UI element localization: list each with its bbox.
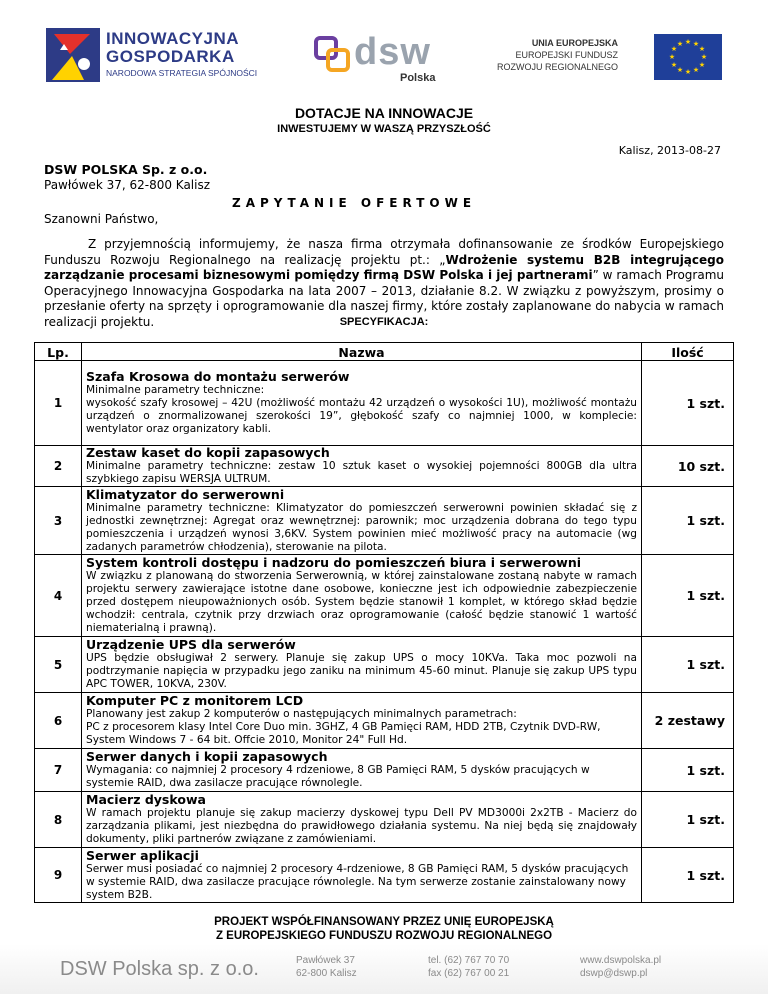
- row-qty: 1 szt.: [642, 749, 734, 792]
- table-header-row: [35, 343, 734, 361]
- row-desc: W ramach projektu planuje się zakup macierzy dyskowej typu Dell PV MD3000i 2x2TB - Macierz do zarządzania plikami, jest niezbędna do prawidłowego działania systemu. Na niej będą się znajdowały dokumenty, pliki partnerów związane z zamówieniami.: [86, 807, 637, 845]
- company-address: Pawłówek 37, 62-800 Kalisz: [44, 178, 211, 192]
- row-qty: 1 szt.: [642, 555, 734, 637]
- row-content: [82, 792, 642, 848]
- header-name: Nazwa: [82, 343, 642, 361]
- footer-fax: fax (62) 767 00 21: [428, 968, 510, 979]
- footer-tel: tel. (62) 767 70 70: [428, 955, 510, 966]
- row-desc: Minimalne parametry techniczne: zestaw 10 sztuk kaset o wysokiej pojemności 800GB dla ultra szybkiego zapisu WERSJA ULTRUM.: [86, 460, 637, 485]
- svg-text:★: ★: [684, 38, 692, 46]
- spec-title: SPECYFIKACJA:: [339, 316, 429, 328]
- row-desc: Minimalne parametry techniczne: wysokość szafy krosowej – 42U (możliwość montażu 42 urządzeń o wysokości 1U), możliwość montażu urządzeń o znormalizowanej szerokości 19”, głębokość szafy co najmniej 1000, w komplecie: wentylator oraz organizatory kabli.: [86, 384, 637, 435]
- row-lp: 1: [35, 361, 82, 446]
- row-lp: 8: [35, 792, 82, 848]
- svg-text:★: ★: [698, 45, 706, 53]
- svg-text:★: ★: [670, 45, 678, 53]
- inquiry-heading: ZAPYTANIE OFERTOWE: [232, 196, 477, 210]
- ue-line2: EUROPEJSKI FUNDUSZ: [515, 50, 618, 60]
- row-qty: 1 szt.: [642, 848, 734, 903]
- dsw-emblem-icon: [312, 34, 352, 74]
- row-name: Serwer aplikacji: [86, 847, 199, 863]
- row-lp: 5: [35, 637, 82, 693]
- footer-www[interactable]: www.dswpolska.pl: [580, 955, 662, 966]
- row-content: [82, 848, 642, 903]
- cofinancing-line2: Z EUROPEJSKIEGO FUNDUSZU ROZWOJU REGIONALNEGO: [215, 930, 553, 942]
- row-desc: UPS będzie obsługiwał 2 serwery. Planuje się zakup UPS o mocy 10KVa. Taka moc pozwoli na podtrzymanie napięcia w przypadku jego zaniku na minimum 45-60 minut. Planuje się zakup UPS typu APC TOWER, 10KVA, 230V.: [86, 652, 637, 690]
- row-qty: 1 szt.: [642, 361, 734, 446]
- table-row: [35, 361, 734, 446]
- company-name: DSW POLSKA Sp. z o.o.: [44, 162, 208, 177]
- table-row: [35, 749, 734, 792]
- dsw-polska-logo: [312, 30, 442, 90]
- table-row: [35, 848, 734, 903]
- row-name: Komputer PC z monitorem LCD: [86, 693, 304, 708]
- project-title: Wdrożenie systemu B2B integrującego zarządzanie procesami biznesowymi pomiędzy firmą DSW Polska i jej partnerami: [44, 252, 724, 282]
- row-content: [82, 446, 642, 487]
- greeting: Szanowni Państwo,: [44, 212, 159, 226]
- table-row: [35, 487, 734, 555]
- row-qty: 1 szt.: [642, 487, 734, 555]
- table-row: [35, 637, 734, 693]
- row-content: [82, 487, 642, 555]
- ig-logo-sub: NARODOWA STRATEGIA SPÓJNOŚCI: [106, 68, 258, 78]
- row-content: [82, 637, 642, 693]
- row-desc: Planowany jest zakup 2 komputerów o następujących minimalnych parametrach: PC z procesorem klasy Intel Core Duo min. 3GHZ, 4 GB Pamięci RAM, HDD 2TB, Czytnik DVD-RW, System Windows 7 - 64 bit. Offcie 2010, Monitor 24" Full Hd.: [86, 708, 601, 746]
- row-name: System kontroli dostępu i nadzoru do pomieszczeń biura i serwerowni: [86, 555, 582, 570]
- row-content: [82, 361, 642, 446]
- svg-text:★: ★: [684, 68, 692, 76]
- svg-text:★: ★: [676, 40, 684, 48]
- eu-flag-icon: [654, 34, 722, 80]
- svg-text:★: ★: [692, 66, 700, 74]
- intro-text-a: Z przyjemnością informujemy, że nasza firma otrzymała dofinansowanie ze środków Europejskiego Funduszu Rozwoju Regionalnego na realizację projektu pt.: „: [44, 237, 724, 267]
- row-lp: 7: [35, 749, 82, 792]
- ig-emblem-icon: [44, 24, 102, 84]
- row-qty: 10 szt.: [642, 446, 734, 487]
- specification-table: [34, 342, 734, 903]
- row-desc: Minimalne parametry techniczne: Klimatyzator do pomieszczeń serwerowni powinien składać się z jednostki zewnętrznej: Agregat oraz wewnętrznej: parownik; moc urządzenia dobrana do tego typu pomieszczenia i urządzeń wynosi 3,6KV. System powinien mieć możliwość pracy na automacie (wg zadanych parametrów chłodzenia), sterowanie na pilota.: [86, 501, 637, 553]
- svg-text:★: ★: [676, 66, 684, 74]
- row-content: [82, 749, 642, 792]
- intro-text-b: ” w ramach Programu Operacyjnego Innowacyjna Gospodarka na lata 2007 – 2013, działanie 8.2. W związku z powyższym, prosimy o przesłanie oferty na sprzęty i oprogramowanie dla naszej firmy, które zostały zaplanowane do nabycia w ramach realizacji projektu.: [44, 268, 724, 329]
- dsw-logo-word: dsw: [354, 31, 431, 73]
- ue-line1: UNIA EUROPEJSKA: [531, 38, 618, 48]
- row-lp: 6: [35, 693, 82, 749]
- svg-text:★: ★: [670, 61, 678, 69]
- row-name: Zestaw kaset do kopii zapasowych: [86, 445, 330, 460]
- row-content: [82, 693, 642, 749]
- table-row: [35, 693, 734, 749]
- document-date: Kalisz, 2013-08-27: [618, 144, 721, 157]
- row-qty: 1 szt.: [642, 792, 734, 848]
- row-name: Szafa Krosowa do montażu serwerów: [86, 369, 350, 384]
- dsw-logo-sub: Polska: [400, 72, 436, 84]
- eu-logo: [496, 34, 722, 90]
- innowacyjna-gospodarka-logo: [44, 24, 258, 88]
- svg-text:★: ★: [698, 61, 706, 69]
- cofinancing-notice: [0, 915, 768, 943]
- ig-logo-line2: GOSPODARKA: [106, 47, 235, 66]
- row-lp: 3: [35, 487, 82, 555]
- svg-text:★: ★: [700, 53, 708, 61]
- svg-text:★: ★: [692, 40, 700, 48]
- row-content: [82, 555, 642, 637]
- document-title: DOTACJE NA INNOWACJE: [294, 105, 474, 121]
- row-qty: 2 zestawy: [642, 693, 734, 749]
- row-lp: 4: [35, 555, 82, 637]
- footer-bar: [0, 944, 768, 994]
- header-qty: Ilość: [642, 343, 734, 361]
- row-name: Urządzenie UPS dla serwerów: [86, 637, 296, 652]
- cofinancing-line1: PROJEKT WSPÓŁFINANSOWANY PRZEZ UNIĘ EUROPEJSKĄ: [214, 916, 554, 928]
- document-subtitle: INWESTUJEMY W WASZĄ PRZYSZŁOŚĆ: [277, 123, 491, 135]
- row-lp: 2: [35, 446, 82, 487]
- table-row: [35, 555, 734, 637]
- row-name: Macierz dyskowa: [86, 792, 206, 807]
- svg-text:★: ★: [668, 53, 676, 61]
- table-row: [35, 792, 734, 848]
- row-qty: 1 szt.: [642, 637, 734, 693]
- table-row: [35, 446, 734, 487]
- row-lp: 9: [35, 848, 82, 903]
- footer-city: 62-800 Kalisz: [296, 968, 357, 979]
- row-name: Klimatyzator do serwerowni: [86, 486, 285, 502]
- footer-street: Pawłówek 37: [296, 955, 355, 966]
- header-lp: Lp.: [35, 343, 82, 361]
- footer-company: DSW Polska sp. z o.o.: [60, 958, 259, 980]
- ue-line3: ROZWOJU REGIONALNEGO: [496, 62, 618, 72]
- ig-logo-line1: INNOWACYJNA: [106, 29, 240, 48]
- row-desc: W związku z planowaną do stworzenia Serwerownią, w której zainstalowane zostaną nabyte w ramach projektu serwery zawierające istotne dane osobowe, konieczne jest ich odpowiednie zabezpieczenie przed dostępem nieupoważnionych osób. System będzie stanowił 1 komplet, w którego skład będzie wchodził: centrala, czytnik przy drzwiach oraz oprogramowanie (całość będzie stanowić 1 wartość niematerialną i prawną).: [86, 570, 637, 634]
- row-desc: Serwer musi posiadać co najmniej 2 procesory 4-rdzeniowe, 8 GB Pamięci RAM, 5 dysków pracujących w systemie RAID, dwa zasilacze pracujące równolegle. Na tym serwerze zostanie zainstalowany nowy system B2B.: [86, 862, 629, 901]
- row-name: Serwer danych i kopii zapasowych: [86, 749, 328, 764]
- footer-email[interactable]: dswp@dswp.pl: [580, 968, 648, 979]
- row-desc: Wymagania: co najmniej 2 procesory 4 rdzeniowe, 8 GB Pamięci RAM, 5 dysków pracujących w systemie RAID, dwa zasilacze pracujące równolegle.: [86, 764, 590, 789]
